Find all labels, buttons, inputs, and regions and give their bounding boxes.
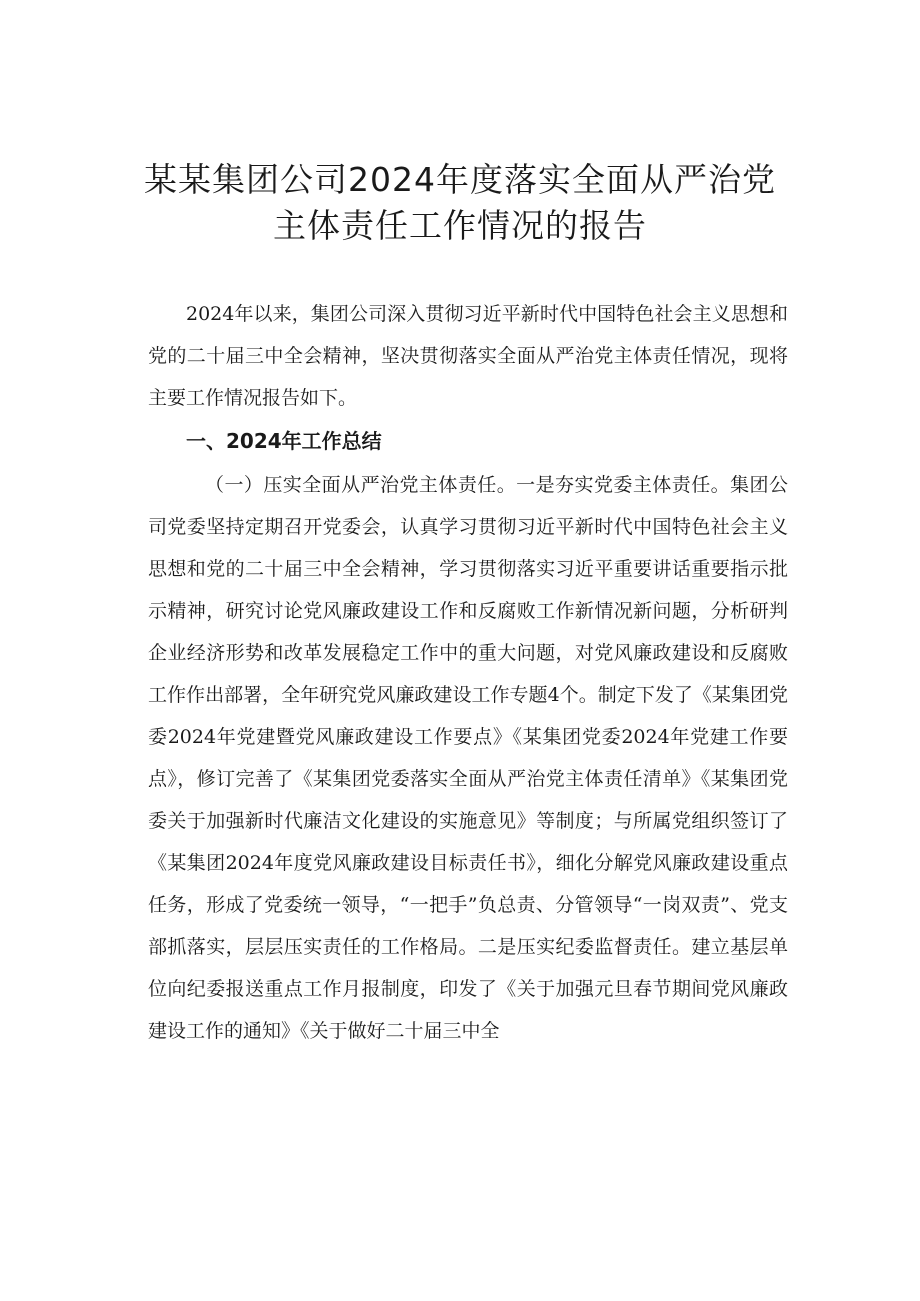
intro-paragraph: 2024年以来，集团公司深入贯彻习近平新时代中国特色社会主义思想和党的二十届三中全会精神，坚决贯彻落实全面从严治党主体责任情况，现将主要工作情况报告如下。	[148, 303, 788, 409]
document-title-line-2: 主体责任工作情况的报告	[273, 206, 647, 245]
section-1-paragraph: （一）压实全面从严治党主体责任。一是夯实党委主体责任。集团公司党委坚持定期召开党委会，认真学习贯彻习近平新时代中国特色社会主义思想和党的二十届三中全会精神，学习贯彻落实习近平重要讲话重要指示批示精神，研究讨论党风廉政建设工作和反腐败工作新情况新问题，分析研判企业经济形势和改革发展稳定工作中的重大问题，对党风廉政建设和反腐败工作作出部署，全年研究党风廉政建设工作专题4个。制定下发了《某集团党委2024年党建暨党风廉政建设工作要点》《某集团党委2024年党建工作要点》，修订完善了《某集团党委落实全面从严治党主体责任清单》《某集团党委关于加强新时代廉洁文化建设的实施意见》等制度；与所属党组织签订了《某集团2024年度党风廉政建设目标责任书》，细化分解党风廉政建设重点任务，形成了党委统一领导，“一把手”负总责、分管领导“一岗双责”、党支部抓落实，层层压实责任的工作格局。二是压实纪委监督责任。建立基层单位向纪委报送重点工作月报制度，印发了《关于加强元旦春节期间党风廉政建设工作的通知》《关于做好二十届三中全	[148, 474, 788, 1042]
document-title-line-1: 某某集团公司2024年度落实全面从严治党	[144, 160, 776, 199]
section-heading-1: 一、2024年工作总结	[186, 429, 382, 453]
